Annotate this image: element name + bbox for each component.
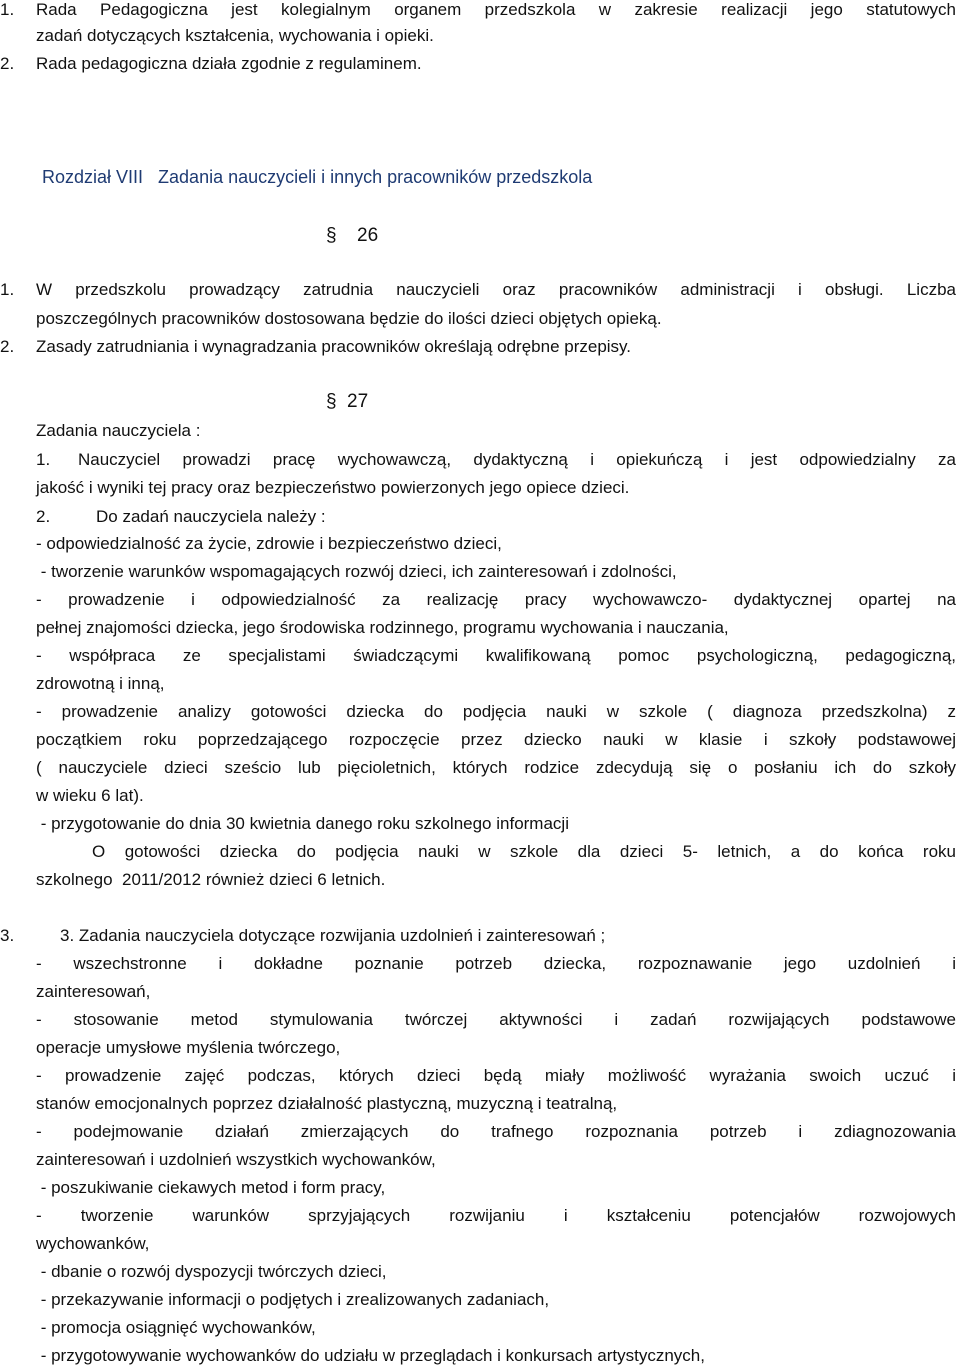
talent-line: - tworzenie warunków sprzyjających rozwijaniu i kształceniu potencjałów rozwojowych	[36, 1206, 956, 1225]
talent-line: - poszukiwanie ciekawych metod i form pracy,	[36, 1178, 386, 1197]
list-text: Rada pedagogiczna działa zgodnie z regulaminem.	[36, 54, 422, 73]
list-text: Nauczyciel prowadzi pracę wychowawczą, dydaktyczną i opiekuńczą i jest odpowiedzialny za	[78, 450, 956, 469]
list-text: Zasady zatrudniania i wynagradzania pracowników określają odrębne przepisy.	[36, 337, 632, 356]
duty-line: zdrowotną i inną,	[36, 674, 165, 693]
duty-line: O gotowości dziecka do podjęcia nauki w szkole dla dzieci 5- letnich, a do końca roku	[92, 842, 956, 861]
list-text: 3. Zadania nauczyciela dotyczące rozwijania uzdolnień i zainteresowań ;	[60, 926, 606, 945]
duty-line: szkolnego 2011/2012 również dzieci 6 letnich.	[36, 870, 386, 889]
section-sign: §	[326, 225, 337, 246]
talent-line: - promocja osiągnięć wychowanków,	[36, 1318, 316, 1337]
list-number: 1.	[0, 280, 15, 299]
talent-line: zainteresowań i uzdolnień wszystkich wychowanków,	[36, 1150, 436, 1169]
list-text: Rada Pedagogiczna jest kolegialnym organem przedszkola w zakresie realizacji jego statutowych	[36, 0, 956, 19]
duty-line: - przygotowanie do dnia 30 kwietnia danego roku szkolnego informacji	[36, 814, 569, 833]
list-text: poszczególnych pracowników dostosowana będzie do ilości dzieci objętych opieką.	[36, 309, 662, 328]
paragraph-number: 26	[357, 225, 379, 246]
duty-line: początkiem roku poprzedzającego rozpoczęcie przez dziecko nauki w klasie i szkoły podstawowej	[36, 730, 956, 749]
duty-line: - tworzenie warunków wspomagających rozwój dzieci, ich zainteresowań i zdolności,	[36, 562, 677, 581]
talent-line: zainteresowań,	[36, 982, 151, 1001]
duty-line: - odpowiedzialność za życie, zdrowie i bezpieczeństwo dzieci,	[36, 534, 502, 553]
section-sign: §	[326, 391, 337, 412]
list-text: zadań dotyczących kształcenia, wychowania i opieki.	[36, 26, 434, 45]
list-number: 2.	[36, 507, 51, 526]
list-number: 2.	[0, 337, 15, 356]
list-number: 2.	[0, 54, 15, 73]
paragraph-number: 27	[347, 391, 369, 412]
list-text: Do zadań nauczyciela należy :	[96, 507, 326, 526]
talent-line: - wszechstronne i dokładne poznanie potrzeb dziecka, rozpoznawanie jego uzdolnień i	[36, 954, 956, 973]
chapter-title: Rozdział VIII Zadania nauczycieli i innych pracowników przedszkola	[42, 167, 593, 187]
talent-line: - podejmowanie działań zmierzających do trafnego rozpoznania potrzeb i zdiagnozowania	[36, 1122, 956, 1141]
talent-line: - prowadzenie zajęć podczas, których dzieci będą miały możliwość wyrażania swoich uczuć i	[36, 1066, 956, 1085]
list-text: W przedszkolu prowadzący zatrudnia nauczycieli oraz pracowników administracji i obsługi. Liczba	[36, 280, 956, 299]
duty-line: w wieku 6 lat).	[36, 786, 144, 805]
list-number: 1.	[0, 0, 15, 19]
duty-line: - prowadzenie i odpowiedzialność za realizację pracy wychowawczo- dydaktycznej opartej na	[36, 590, 956, 609]
list-text: jakość i wyniki tej pracy oraz bezpieczeństwo powierzonych jego opiece dzieci.	[36, 478, 630, 497]
talent-line: operacje umysłowe myślenia twórczego,	[36, 1038, 341, 1057]
list-number: 3.	[0, 926, 15, 945]
section-intro: Zadania nauczyciela :	[36, 421, 201, 440]
talent-line: wychowanków,	[36, 1234, 150, 1253]
talent-line: - przygotowywanie wychowanków do udziału w przeglądach i konkursach artystycznych,	[36, 1346, 705, 1365]
talent-line: - dbanie o rozwój dyspozycji twórczych dzieci,	[36, 1262, 387, 1281]
list-number: 1.	[36, 450, 51, 469]
duty-line: - prowadzenie analizy gotowości dziecka do podjęcia nauki w szkole ( diagnoza przedszkolna) z	[36, 702, 956, 721]
talent-line: - przekazywanie informacji o podjętych i zrealizowanych zadaniach,	[36, 1290, 550, 1309]
talent-line: - stosowanie metod stymulowania twórczej aktywności i zadań rozwijających podstawowe	[36, 1010, 956, 1029]
duty-line: pełnej znajomości dziecka, jego środowiska rodzinnego, programu wychowania i nauczania,	[36, 618, 729, 637]
duty-line: - współpraca ze specjalistami świadczącymi kwalifikowaną pomoc psychologiczną, pedagogiczną,	[36, 646, 956, 665]
talent-line: stanów emocjonalnych poprzez działalność plastyczną, muzyczną i teatralną,	[36, 1094, 618, 1113]
duty-line: ( nauczyciele dzieci sześcio lub pięcioletnich, których rodzice zdecydują się o posłaniu ich do szkoły	[36, 758, 956, 777]
